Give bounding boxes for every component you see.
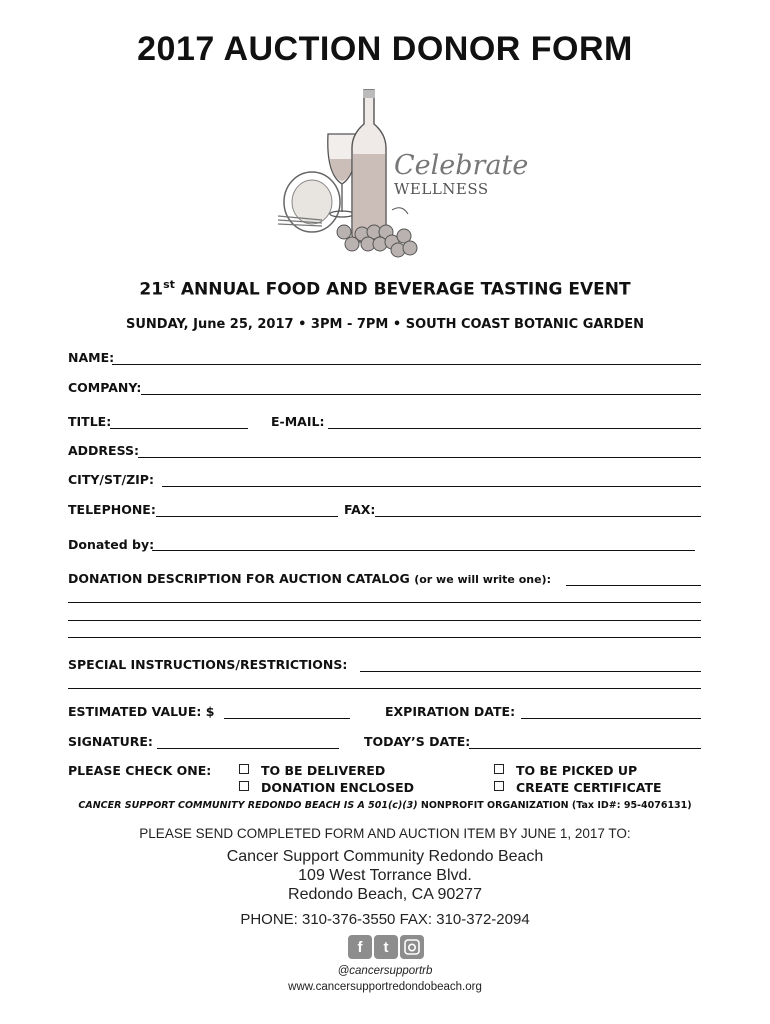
event-date-location: SUNDAY, June 25, 2017 • 3PM - 7PM • SOUTH COAST BOTANIC GARDEN — [125, 317, 644, 332]
special-instructions-field[interactable] — [360, 671, 701, 672]
name-label: NAME: — [68, 350, 115, 365]
logo-celebrate-text: Celebrate — [394, 150, 529, 181]
event-heading — [0, 278, 770, 300]
fax-field[interactable] — [375, 516, 701, 517]
donation-description-line-2[interactable] — [68, 602, 701, 603]
donation-description-note: (or we will write one): — [414, 573, 551, 586]
city-label: CITY/ST/ZIP: — [68, 472, 154, 487]
social-icons — [348, 935, 428, 961]
email-label: E-MAIL: — [271, 414, 325, 429]
expiration-date-field[interactable] — [521, 718, 701, 719]
donation-description-label — [68, 571, 551, 586]
org-city: Redondo Beach, CA 90277 — [288, 886, 482, 903]
signature-field[interactable] — [157, 748, 339, 749]
donated-by-field[interactable] — [152, 550, 695, 551]
facebook-icon[interactable]: f — [348, 935, 372, 959]
donation-description-field[interactable] — [566, 585, 701, 586]
donation-description-line-4[interactable] — [68, 637, 701, 638]
checkbox-icon — [239, 781, 249, 791]
celebrate-wellness-logo — [270, 84, 529, 264]
event-ordinal: 21 — [139, 279, 164, 300]
twitter-icon[interactable]: t — [374, 935, 398, 959]
social-handle: @cancersupportrb — [337, 965, 433, 977]
telephone-field[interactable] — [156, 516, 338, 517]
company-label: COMPANY: — [68, 380, 142, 395]
send-to-instruction: PLEASE SEND COMPLETED FORM AND AUCTION ITEM BY JUNE 1, 2017 TO: — [139, 826, 631, 841]
event-name: ANNUAL FOOD AND BEVERAGE TASTING EVENT — [180, 279, 631, 300]
option-create-certificate[interactable] — [494, 780, 662, 795]
nonprofit-italic: CANCER SUPPORT COMMUNITY REDONDO BEACH IS A 501(c)(3) — [78, 800, 418, 811]
address-field[interactable] — [138, 457, 701, 458]
address-label: ADDRESS: — [68, 443, 140, 458]
email-field[interactable] — [328, 428, 701, 429]
estimated-value-field[interactable] — [224, 718, 350, 719]
title-field[interactable] — [110, 428, 248, 429]
donation-description-text: DONATION DESCRIPTION FOR AUCTION CATALOG — [68, 571, 410, 586]
todays-date-field[interactable] — [469, 748, 701, 749]
special-instructions-line-2[interactable] — [68, 688, 701, 689]
estimated-value-label: ESTIMATED VALUE: $ — [68, 704, 215, 719]
checkbox-icon — [239, 764, 249, 774]
option-label: DONATION ENCLOSED — [261, 780, 415, 795]
option-to-be-picked-up[interactable] — [494, 763, 637, 778]
checkbox-icon — [494, 781, 504, 791]
check-one-label: PLEASE CHECK ONE: — [68, 763, 212, 778]
signature-label: SIGNATURE: — [68, 734, 153, 749]
expiration-date-label: EXPIRATION DATE: — [385, 704, 516, 719]
logo-wellness-text: WELLNESS — [394, 180, 489, 198]
nonprofit-statement — [0, 800, 770, 811]
option-label: TO BE PICKED UP — [516, 763, 638, 778]
option-to-be-delivered[interactable] — [239, 763, 385, 778]
form-title: 2017 AUCTION DONOR FORM — [137, 30, 633, 68]
org-name: Cancer Support Community Redondo Beach — [226, 848, 544, 865]
instagram-icon[interactable] — [400, 935, 424, 959]
company-field[interactable] — [141, 394, 701, 395]
event-ordinal-suffix: st — [163, 278, 175, 291]
website-link[interactable]: www.cancersupportredondobeach.org — [288, 981, 482, 993]
todays-date-label: TODAY’S DATE: — [364, 734, 471, 749]
name-field[interactable] — [112, 364, 701, 365]
org-street: 109 West Torrance Blvd. — [298, 867, 472, 884]
option-label: TO BE DELIVERED — [261, 763, 386, 778]
telephone-label: TELEPHONE: — [68, 502, 156, 517]
nonprofit-rest: NONPROFIT ORGANIZATION (Tax ID#: 95-4076131) — [420, 800, 692, 811]
option-donation-enclosed[interactable] — [239, 780, 414, 795]
phone-fax: PHONE: 310-376-3550 FAX: 310-372-2094 — [240, 911, 530, 928]
checkbox-icon — [494, 764, 504, 774]
fax-label: FAX: — [344, 502, 376, 517]
option-label: CREATE CERTIFICATE — [516, 780, 662, 795]
city-field[interactable] — [162, 486, 701, 487]
title-label: TITLE: — [68, 414, 112, 429]
donated-by-label: Donated by: — [68, 537, 155, 552]
donation-description-line-3[interactable] — [68, 620, 701, 621]
special-instructions-label: SPECIAL INSTRUCTIONS/RESTRICTIONS: — [68, 657, 348, 672]
